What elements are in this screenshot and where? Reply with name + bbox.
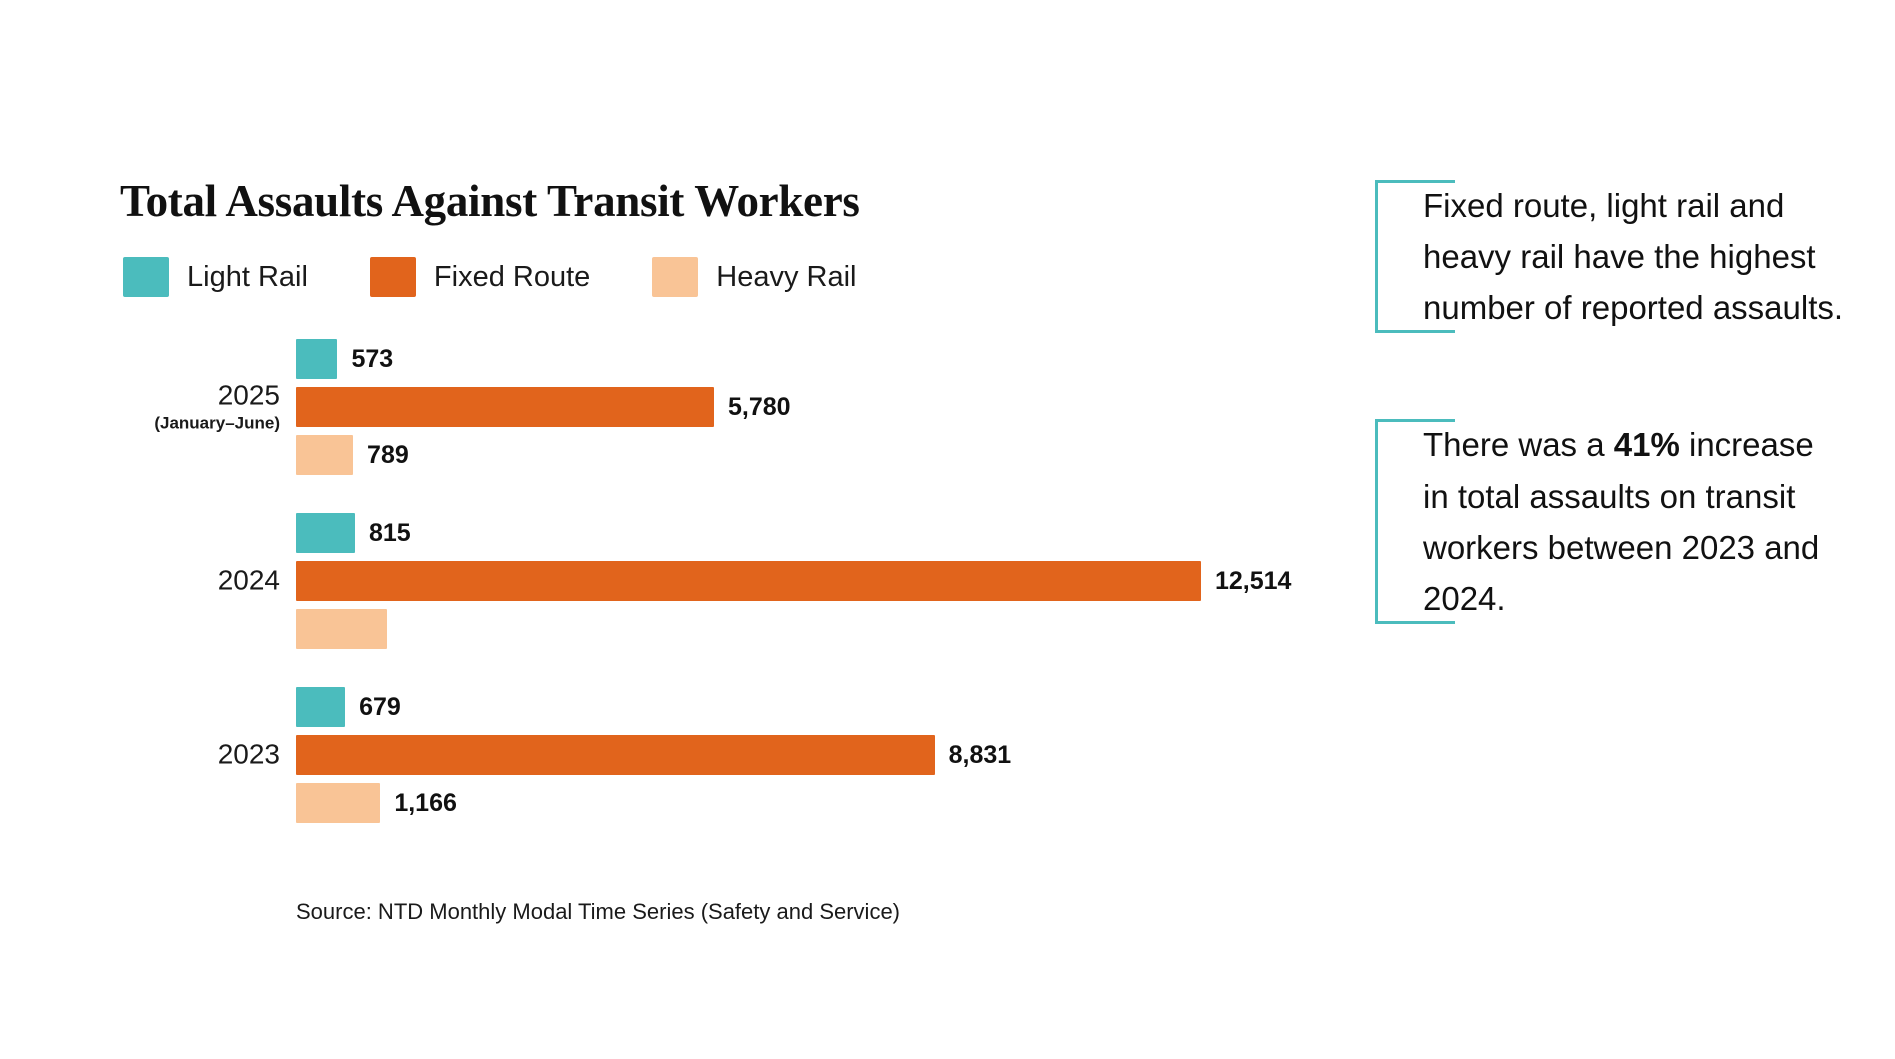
bar-value-light-rail-2023: 679: [359, 692, 401, 721]
category-label-2025: [120, 381, 280, 434]
legend-label-light-rail: Light Rail: [187, 260, 308, 293]
bar-group-2025: [120, 331, 1320, 483]
bar-value-fixed-route-2023: 8,831: [948, 740, 1012, 769]
bar-chart-plot: [120, 331, 1320, 831]
category-label-2024: [120, 566, 280, 597]
bar-group-bars: [296, 505, 1320, 657]
chart-panel: [120, 175, 1320, 925]
bar-value-fixed-route-2024: 12,514: [1215, 566, 1292, 595]
category-label-year: 2023: [217, 738, 280, 770]
bar-group-bars: [296, 679, 1320, 831]
bar-light-rail-2023: [296, 687, 345, 727]
page-title: Total Assaults Against Transit Workers: [120, 176, 860, 226]
bar-value-light-rail-2025: 573: [351, 344, 394, 373]
callout-text-highest-assaults: Fixed route, light rail and heavy rail have the highest number of reported assaults.: [1423, 187, 1844, 327]
bar-fixed-route-2024: [296, 561, 1201, 601]
callout-text-increase-41: There was a 41% increase in total assaults on transit workers between 2023 and 2024.: [1423, 426, 1820, 617]
bar-row-heavy-rail-2023: [296, 781, 1320, 825]
category-label-2023: [120, 740, 280, 771]
chart-legend: [123, 257, 1320, 297]
bar-row-heavy-rail-2024: [296, 607, 1320, 651]
bar-row-fixed-route-2024: [296, 559, 1320, 603]
bar-group-2024: [120, 505, 1320, 657]
bar-heavy-rail-2023: [296, 783, 380, 823]
bar-row-fixed-route-2025: [296, 385, 1320, 429]
bar-value-fixed-route-2025: 5,780: [728, 392, 791, 421]
bar-group-bars: [296, 331, 1320, 483]
bar-light-rail-2025: [296, 339, 337, 379]
bar-value-light-rail-2024: 815: [368, 518, 411, 547]
callout-increase-41: [1375, 419, 1845, 624]
legend-swatch-heavy-rail: [652, 257, 698, 297]
bar-heavy-rail-2025: [296, 435, 353, 475]
callout-highest-assaults: [1375, 180, 1845, 333]
callout-panel: [1375, 180, 1845, 624]
bar-row-light-rail-2023: [296, 685, 1320, 729]
bar-row-light-rail-2025: [296, 337, 1320, 381]
legend-item-fixed-route: [370, 257, 590, 297]
bar-group-2023: [120, 679, 1320, 831]
bar-row-fixed-route-2023: [296, 733, 1320, 777]
bar-heavy-rail-2024: [296, 609, 387, 649]
bar-value-heavy-rail-2023: 1,166: [394, 788, 457, 817]
bar-row-heavy-rail-2025: [296, 433, 1320, 477]
legend-item-light-rail: [123, 257, 308, 297]
category-label-year: 2025: [217, 379, 280, 411]
bar-row-light-rail-2024: [296, 511, 1320, 555]
legend-label-heavy-rail: Heavy Rail: [716, 260, 857, 293]
legend-item-heavy-rail: [652, 257, 856, 297]
legend-label-fixed-route: Fixed Route: [433, 260, 591, 293]
legend-swatch-fixed-route: [370, 257, 416, 297]
bar-fixed-route-2023: [296, 735, 935, 775]
legend-swatch-light-rail: [123, 257, 169, 297]
bar-fixed-route-2025: [296, 387, 714, 427]
chart-source-note: Source: NTD Monthly Modal Time Series (Safety and Service): [296, 899, 901, 924]
category-sublabel: (January–June): [154, 413, 280, 433]
category-label-year: 2024: [217, 564, 280, 596]
bar-light-rail-2024: [296, 513, 355, 553]
bar-value-heavy-rail-2025: 789: [367, 440, 409, 469]
